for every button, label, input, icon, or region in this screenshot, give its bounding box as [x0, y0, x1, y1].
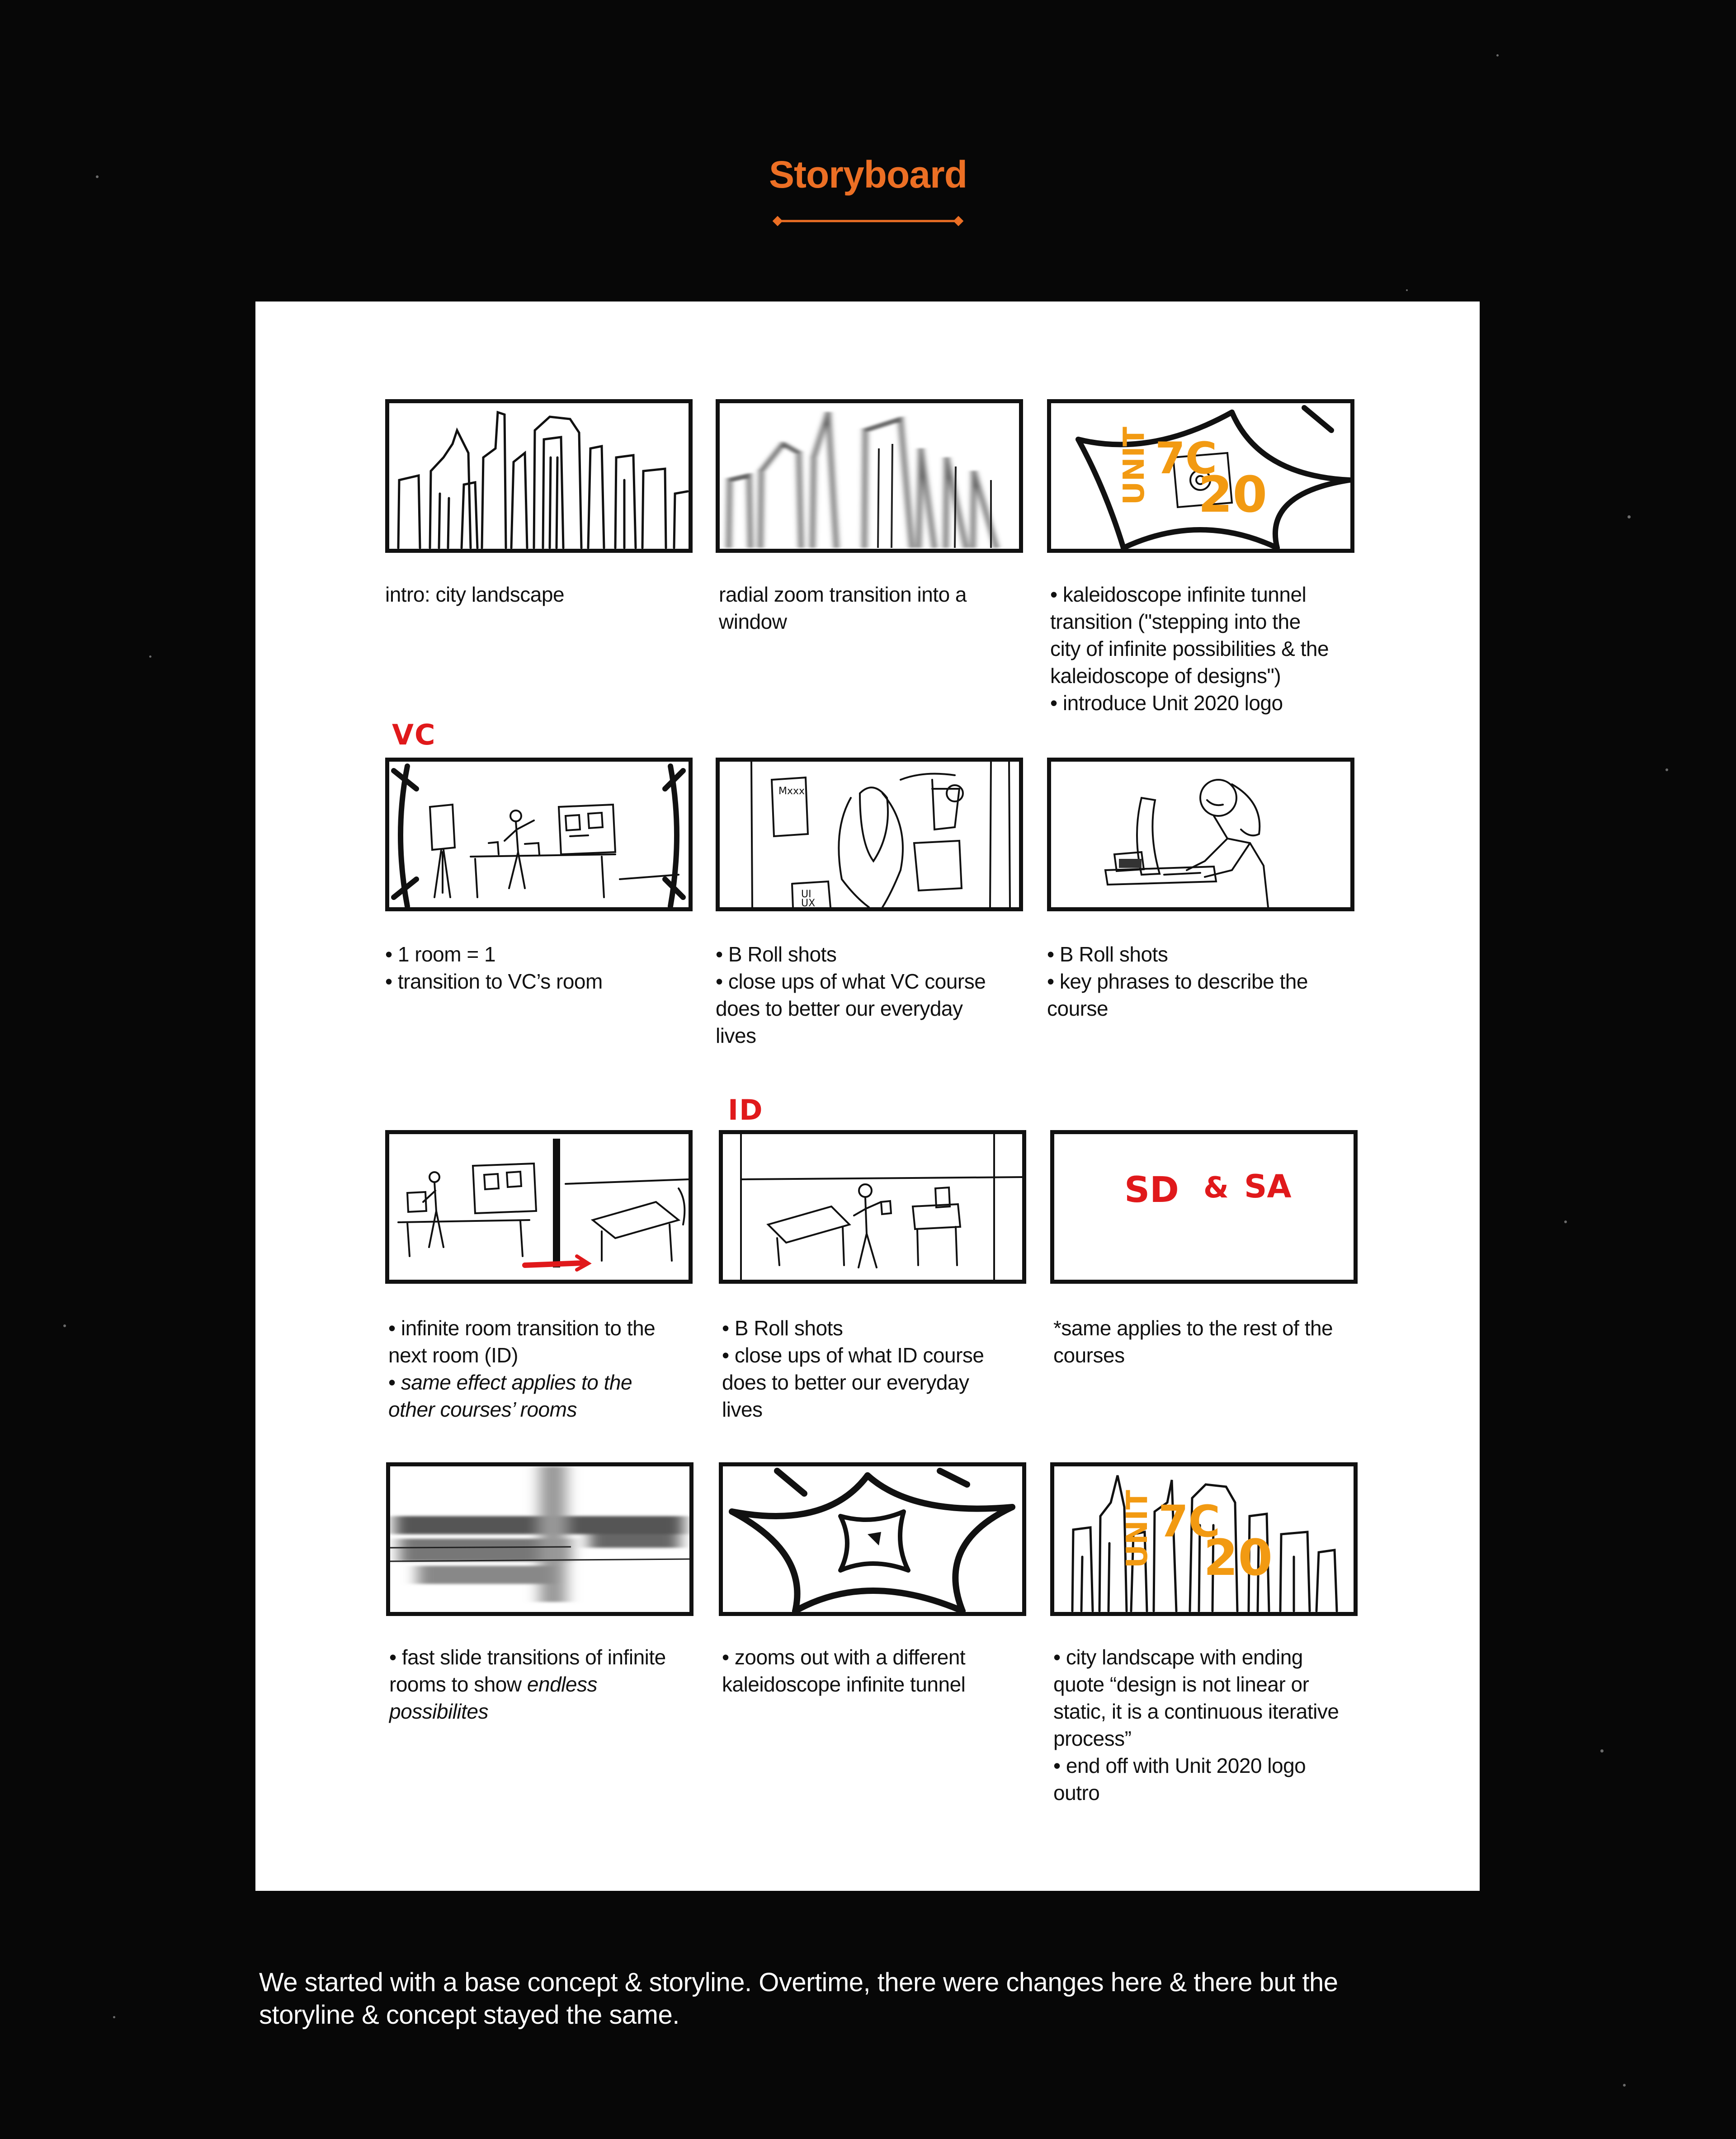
storyboard-panel [385, 399, 693, 553]
caption-line: lives [716, 1024, 756, 1047]
footer-description [259, 1966, 1570, 2031]
vc-marker: VC [392, 718, 436, 751]
panel-caption [716, 941, 1032, 1049]
logo-top-text: 7C [1158, 1496, 1221, 1547]
caption-line: • 1 room = 1 [385, 942, 496, 966]
fast-slide-blur-sketch [390, 1466, 689, 1612]
caption-line: city of infinite possibilities & the [1050, 637, 1329, 660]
caption-line: rooms to show endless [389, 1673, 597, 1696]
caption-line: • B Roll shots [716, 942, 837, 966]
caption-line [388, 1396, 705, 1423]
caption-italic: other courses’ rooms [388, 1398, 577, 1421]
vc-closeup-sketch [720, 762, 1019, 907]
svg-text:UX: UX [801, 898, 816, 907]
caption-line: kaleidoscope infinite tunnel [722, 1673, 966, 1696]
caption-line: transition ("stepping into the [1050, 610, 1301, 633]
logo-bottom-text: 20 [1203, 1529, 1273, 1587]
page-title: Storyboard [769, 153, 967, 196]
panel-caption [385, 941, 702, 995]
blurred-city-sketch [720, 403, 1019, 549]
city-landscape-sketch [389, 403, 689, 549]
caption-line: • key phrases to describe the [1047, 970, 1308, 993]
caption-line: • end off with Unit 2020 logo [1053, 1754, 1306, 1777]
caption-line: • introduce Unit 2020 logo [1050, 691, 1283, 715]
panel-text-middle: & [1203, 1171, 1229, 1205]
svg-text:Mxxx: Mxxx [778, 786, 805, 797]
caption-line: window [719, 610, 787, 633]
caption-italic: possibilites [389, 1700, 488, 1723]
logo-vertical-text: UNIT [1121, 1490, 1154, 1568]
logo-top-text: 7C [1155, 433, 1217, 484]
logo-vertical-text: UNIT [1118, 427, 1151, 505]
storyboard-panel [386, 1462, 693, 1616]
caption-line: • fast slide transitions of infinite [389, 1645, 666, 1669]
title-underline [771, 216, 965, 226]
panel-text-right: SA [1244, 1168, 1292, 1205]
caption-line: • same effect applies to the [388, 1371, 632, 1394]
storyboard-panel [385, 758, 693, 911]
vc-room-sketch [389, 762, 689, 907]
panel-caption [385, 581, 702, 608]
logo-bottom-text: 20 [1198, 466, 1268, 523]
caption-line: quote “design is not linear or [1053, 1673, 1309, 1696]
storyboard-panel [716, 399, 1023, 553]
caption-line: • close ups of what VC course [716, 970, 986, 993]
person-at-computer-sketch [1051, 762, 1350, 907]
caption-line: • B Roll shots [1047, 942, 1168, 966]
footer-line: We started with a base concept & storyline. Overtime, there were changes here & there but the [259, 1968, 1338, 1997]
caption-line: intro: city landscape [385, 583, 565, 606]
caption-line: *same applies to the rest of the [1053, 1316, 1333, 1340]
caption-line: • B Roll shots [722, 1316, 843, 1340]
caption-line: lives [722, 1398, 763, 1421]
panel-caption [722, 1314, 1038, 1423]
storyboard-panel [716, 758, 1023, 911]
storyboard-panel [385, 1130, 693, 1284]
caption-line: outro [1053, 1781, 1100, 1804]
footer-line: storyline & concept stayed the same. [259, 2000, 679, 2030]
panel-caption [1050, 581, 1367, 716]
id-marker: ID [728, 1093, 764, 1126]
caption-line: next room (ID) [388, 1343, 518, 1367]
storyboard-panel [1047, 758, 1354, 911]
caption-line: • city landscape with ending [1053, 1645, 1303, 1669]
panel-caption [719, 581, 1035, 635]
kaleidoscope-tunnel-logo-sketch [1051, 403, 1350, 549]
panel-caption [722, 1644, 1038, 1698]
caption-line: • zooms out with a different [722, 1645, 966, 1669]
storyboard-panel [719, 1130, 1026, 1284]
sd-sa-text-sketch [1054, 1134, 1354, 1280]
caption-line: does to better our everyday [716, 997, 963, 1020]
caption-line: course [1047, 997, 1109, 1020]
caption-line: • transition to VC’s room [385, 970, 603, 993]
infinite-room-transition-sketch [389, 1134, 689, 1280]
caption-line: does to better our everyday [722, 1371, 969, 1394]
city-landscape-logo-sketch [1054, 1466, 1354, 1612]
panel-caption [389, 1644, 706, 1725]
caption-line: radial zoom transition into a [719, 583, 967, 606]
caption-italic: same effect applies to the [401, 1371, 632, 1394]
panel-caption [1053, 1644, 1370, 1806]
id-room-sketch [723, 1134, 1022, 1280]
storyboard-panel [1050, 1462, 1358, 1616]
caption-line: • kaleidoscope infinite tunnel [1050, 583, 1307, 606]
storyboard-sheet [255, 302, 1480, 1891]
caption-line: process” [1053, 1727, 1132, 1750]
panel-text-left: SD [1124, 1170, 1179, 1211]
panel-caption [1053, 1314, 1370, 1369]
storyboard-panel [1047, 399, 1354, 553]
kaleidoscope-tunnel-sketch [723, 1466, 1022, 1612]
caption-line: kaleidoscope of designs") [1050, 664, 1281, 688]
panel-caption [1047, 941, 1363, 1022]
panel-caption [388, 1314, 705, 1423]
caption-line: • close ups of what ID course [722, 1343, 984, 1367]
svg-text:UI: UI [801, 889, 811, 900]
caption-line [389, 1698, 706, 1725]
caption-line: courses [1053, 1343, 1125, 1367]
caption-line: static, it is a continuous iterative [1053, 1700, 1339, 1723]
storyboard-panel [1050, 1130, 1358, 1284]
storyboard-panel [719, 1462, 1026, 1616]
caption-line: • infinite room transition to the [388, 1316, 656, 1340]
caption-italic: endless [527, 1673, 597, 1696]
